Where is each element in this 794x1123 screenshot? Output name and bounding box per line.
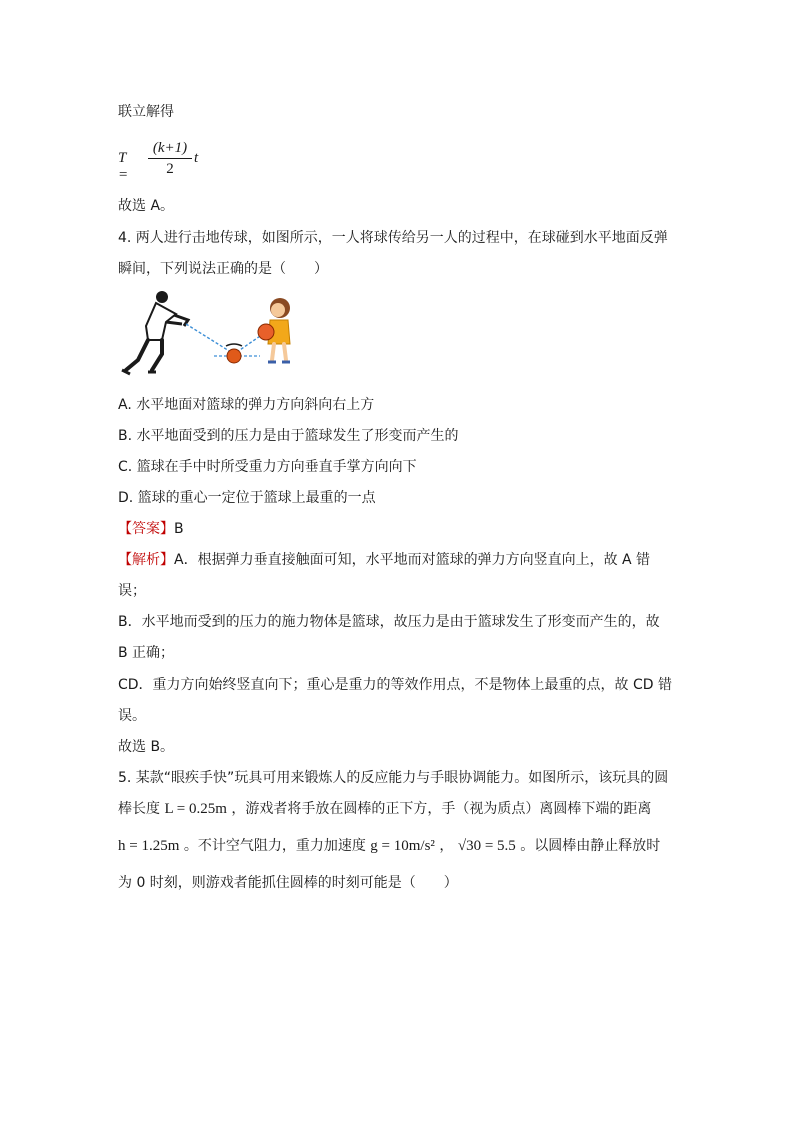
option-a: A. 水平地面对篮球的弹力方向斜向右上方 bbox=[118, 397, 375, 413]
question-5-line-3 bbox=[118, 836, 660, 856]
math-g: g = 10m/s² bbox=[370, 838, 435, 854]
answer-value: B bbox=[174, 521, 184, 537]
question-4-text-cont: 瞬间，下列说法正确的是（ ） bbox=[118, 261, 328, 277]
question-5-line-4: 为 0 时刻，则游戏者能抓住圆棒的时刻可能是（ ） bbox=[118, 875, 458, 891]
q5-text-seg: 。不计空气阻力，重力加速度 bbox=[179, 838, 371, 854]
ball-path bbox=[186, 324, 266, 354]
bounce-arc bbox=[226, 344, 242, 346]
ball-bounce bbox=[227, 349, 241, 363]
option-c: C. 篮球在手中时所受重力方向垂直手掌方向向下 bbox=[118, 459, 417, 475]
player-right-face bbox=[271, 303, 285, 317]
option-b: B. 水平地面受到的压力是由于篮球发生了形变而产生的 bbox=[118, 428, 459, 444]
q5-text-seg: 。以圆棒由静止释放时 bbox=[515, 838, 661, 854]
q5-text-seg: ， bbox=[434, 838, 458, 854]
formula-variable: t bbox=[194, 150, 199, 166]
question-4-text: 4. 两人进行击地传球，如图所示，一人将球传给另一人的过程中，在球碰到水平地面反弹 bbox=[118, 230, 668, 246]
explanation-line-1b: 误； bbox=[118, 583, 146, 599]
conclusion-line: 故选 B。 bbox=[118, 739, 175, 755]
explanation-line-2b: B 正确； bbox=[118, 645, 175, 661]
text-line: 联立解得 bbox=[118, 104, 174, 120]
explanation-line-2: B．水平地而受到的压力的施力物体是篮球，故压力是由于篮球发生了形变而产生的，故 bbox=[118, 614, 660, 630]
math-h: h = 1.25m bbox=[118, 838, 180, 854]
ball-held bbox=[258, 324, 274, 340]
q5-text-seg: ，游戏者将手放在圆棒的正下方，手（视为质点）离圆棒下端的距离 bbox=[226, 801, 652, 817]
explanation-line-3b: 误。 bbox=[118, 708, 146, 724]
explanation-tag: 【解析】 bbox=[118, 552, 174, 568]
formula-denominator: 2 bbox=[166, 161, 174, 177]
math-sqrt: √30 = 5.5 bbox=[457, 838, 516, 854]
player-left-head bbox=[156, 291, 168, 303]
answer-tag: 【答案】 bbox=[118, 521, 174, 537]
formula-fraction bbox=[146, 138, 194, 179]
answer-line bbox=[118, 519, 184, 539]
bounce-pass-figure bbox=[118, 288, 308, 388]
explanation-text-1: A．根据弹力垂直接触面可知，水平地而对篮球的弹力方向竖直向上，故 A 错 bbox=[174, 552, 651, 568]
bounce-pass-illustration bbox=[118, 288, 308, 384]
formula-lhs: T = bbox=[118, 150, 129, 183]
explanation-line-3: CD．重力方向始终竖直向下；重心是重力的等效作用点，不是物体上最重的点，故 CD 错 bbox=[118, 677, 673, 693]
question-5-text: 5. 某款“眼疾手快”玩具可用来锻炼人的反应能力与手眼协调能力。如图所示，该玩具的圆 bbox=[118, 770, 669, 786]
math-L: L = 0.25m bbox=[164, 801, 227, 817]
text-line: 故选 A。 bbox=[118, 198, 175, 214]
explanation-line-1 bbox=[118, 550, 650, 570]
player-left-legs bbox=[126, 340, 162, 370]
player-right-legs bbox=[272, 344, 286, 360]
question-5-line-2 bbox=[118, 799, 651, 819]
q5-text-seg: 棒长度 bbox=[118, 801, 165, 817]
option-d: D. 篮球的重心一定位于篮球上最重的一点 bbox=[118, 490, 376, 506]
formula-numerator: (k+1) bbox=[152, 140, 188, 156]
